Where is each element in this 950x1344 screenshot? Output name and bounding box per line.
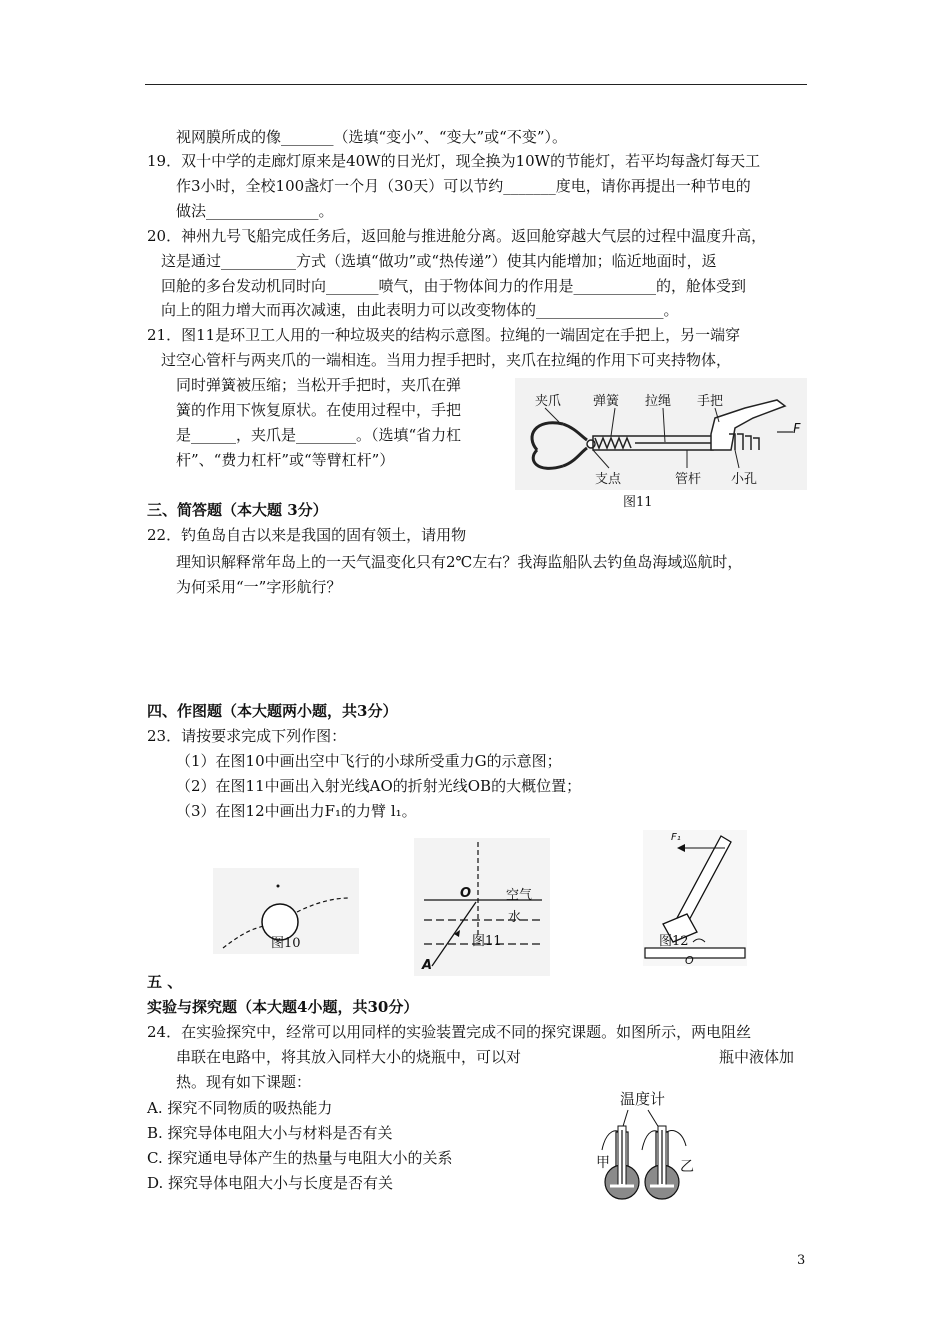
text-line: 过空心管杆与两夹爪的一端相连。当用力捏手把时，夹爪在拉绳的作用下可夹持物体， — [161, 351, 732, 369]
text-line: 理知识解释常年岛上的一天气温变化只有2℃左右？我海监船队去钓鱼岛海域巡航时， — [176, 553, 743, 571]
claw-label: 夹爪 — [535, 394, 562, 409]
option-b: B. 探究导体电阻大小与材料是否有关 — [147, 1124, 393, 1142]
handle-label: 手把 — [697, 394, 724, 409]
question-20: 20．神州九号飞船完成任务后，返回舱与推进舱分离。返回舱穿越大气层的过程中温度升高， — [147, 227, 767, 245]
text-line: 作3小时，全校100盏灯一个月（30天）可以节约_______度电，请你再提出一种节电的 — [176, 177, 751, 195]
ball-figure — [213, 868, 359, 954]
section-5-number: 五 、 — [147, 973, 183, 991]
question-23: 23．请按要求完成下列作图： — [147, 727, 347, 745]
text-line: （1）在图10中画出空中飞行的小球所受重力G的示意图； — [176, 752, 562, 770]
text-line: 热。现有如下课题： — [176, 1073, 312, 1091]
option-a: A. 探究不同物质的吸热能力 — [147, 1099, 333, 1117]
text-line: 簧的作用下恢复原状。在使用过程中，手把 — [176, 401, 462, 419]
point-a-label: A — [422, 958, 433, 973]
figure-11-caption: 图11 — [623, 495, 653, 510]
force-f1-label: F₁ — [671, 832, 681, 843]
flask-yi-label: 乙 — [680, 1159, 694, 1175]
question-22: 22．钓鱼岛自古以来是我国的固有领土，请用物 — [147, 526, 467, 544]
pivot-o-label: O — [685, 954, 694, 967]
figure-11b-caption: 图11 — [472, 934, 502, 949]
section-4-heading: 四、作图题（本大题两小题，共3分） — [147, 702, 398, 720]
fulcrum-label: 支点 — [595, 472, 622, 487]
option-c: C. 探究通电导体产生的热量与电阻大小的关系 — [147, 1149, 453, 1167]
question-24: 24．在实验探究中，经常可以用同样的实验装置完成不同的探究课题。如图所示，两电阻丝 — [147, 1023, 752, 1041]
text-line: 向上的阻力增大而再次减速，由此表明力可以改变物体的_________________。 — [161, 301, 679, 319]
text-line: 串联在电路中，将其放入同样大小的烧瓶中，可以对 — [176, 1048, 522, 1066]
lever-figure — [643, 830, 747, 966]
header-rule — [145, 84, 807, 85]
text-line: 杆”、“费力杠杆”或“等臂杠杆”） — [176, 451, 395, 469]
water-label: 水 — [508, 910, 522, 925]
text-line: 为何采用“一”字形航行？ — [176, 578, 342, 596]
text-line: 同时弹簧被压缩；当松开手把时，夹爪在弹 — [176, 376, 462, 394]
figure-12-caption: 图12 — [659, 934, 689, 949]
litter-picker-figure — [515, 378, 807, 490]
hole-label: 小孔 — [731, 472, 758, 487]
rope-label: 拉绳 — [645, 394, 672, 409]
thermometer-label: 温度计 — [620, 1090, 666, 1108]
force-label: F — [793, 422, 801, 437]
question-21: 21．图11是环卫工人用的一种垃圾夹的结构示意图。拉绳的一端固定在手把上，另一端穿 — [147, 326, 741, 344]
section-3-heading: 三、简答题（本大题 3分） — [147, 501, 328, 519]
text-line: 这是通过__________方式（选填“做功”或“热传递”）使其内能增加；临近地面时，返 — [161, 252, 717, 270]
text-line: （2）在图11中画出入射光线AO的折射光线OB的大概位置； — [176, 777, 582, 795]
figure-10-caption: 图10 — [271, 936, 301, 951]
question-19: 19．双十中学的走廊灯原来是40W的日光灯，现全换为10W的节能灯，若平均每盏灯每天工 — [147, 152, 761, 170]
text-line: 是______，夹爪是________。（选填“省力杠 — [176, 426, 462, 444]
text-line: （3）在图12中画出力F₁的力臂 l₁。 — [176, 802, 417, 820]
flask-apparatus-figure — [592, 1086, 704, 1204]
text-line: 瓶中液体加 — [719, 1048, 795, 1066]
section-5-heading: 实验与探究题（本大题4小题，共30分） — [147, 998, 419, 1016]
point-o-label: O — [460, 886, 472, 901]
refraction-figure — [414, 838, 550, 976]
air-label: 空气 — [506, 888, 533, 903]
flask-jia-label: 甲 — [596, 1155, 610, 1171]
tube-label: 管杆 — [675, 472, 702, 487]
text-line: 视网膜所成的像_______（选填“变小”、“变大”或“不变”）。 — [176, 128, 568, 146]
spring-label: 弹簧 — [593, 394, 620, 409]
page-number: 3 — [797, 1253, 806, 1268]
text-line: 做法_______________。 — [176, 202, 334, 220]
option-d: D. 探究导体电阻大小与长度是否有关 — [147, 1174, 394, 1192]
text-line: 回舱的多台发动机同时向_______喷气，由于物体间力的作用是___________的，舱体受到 — [161, 277, 747, 295]
